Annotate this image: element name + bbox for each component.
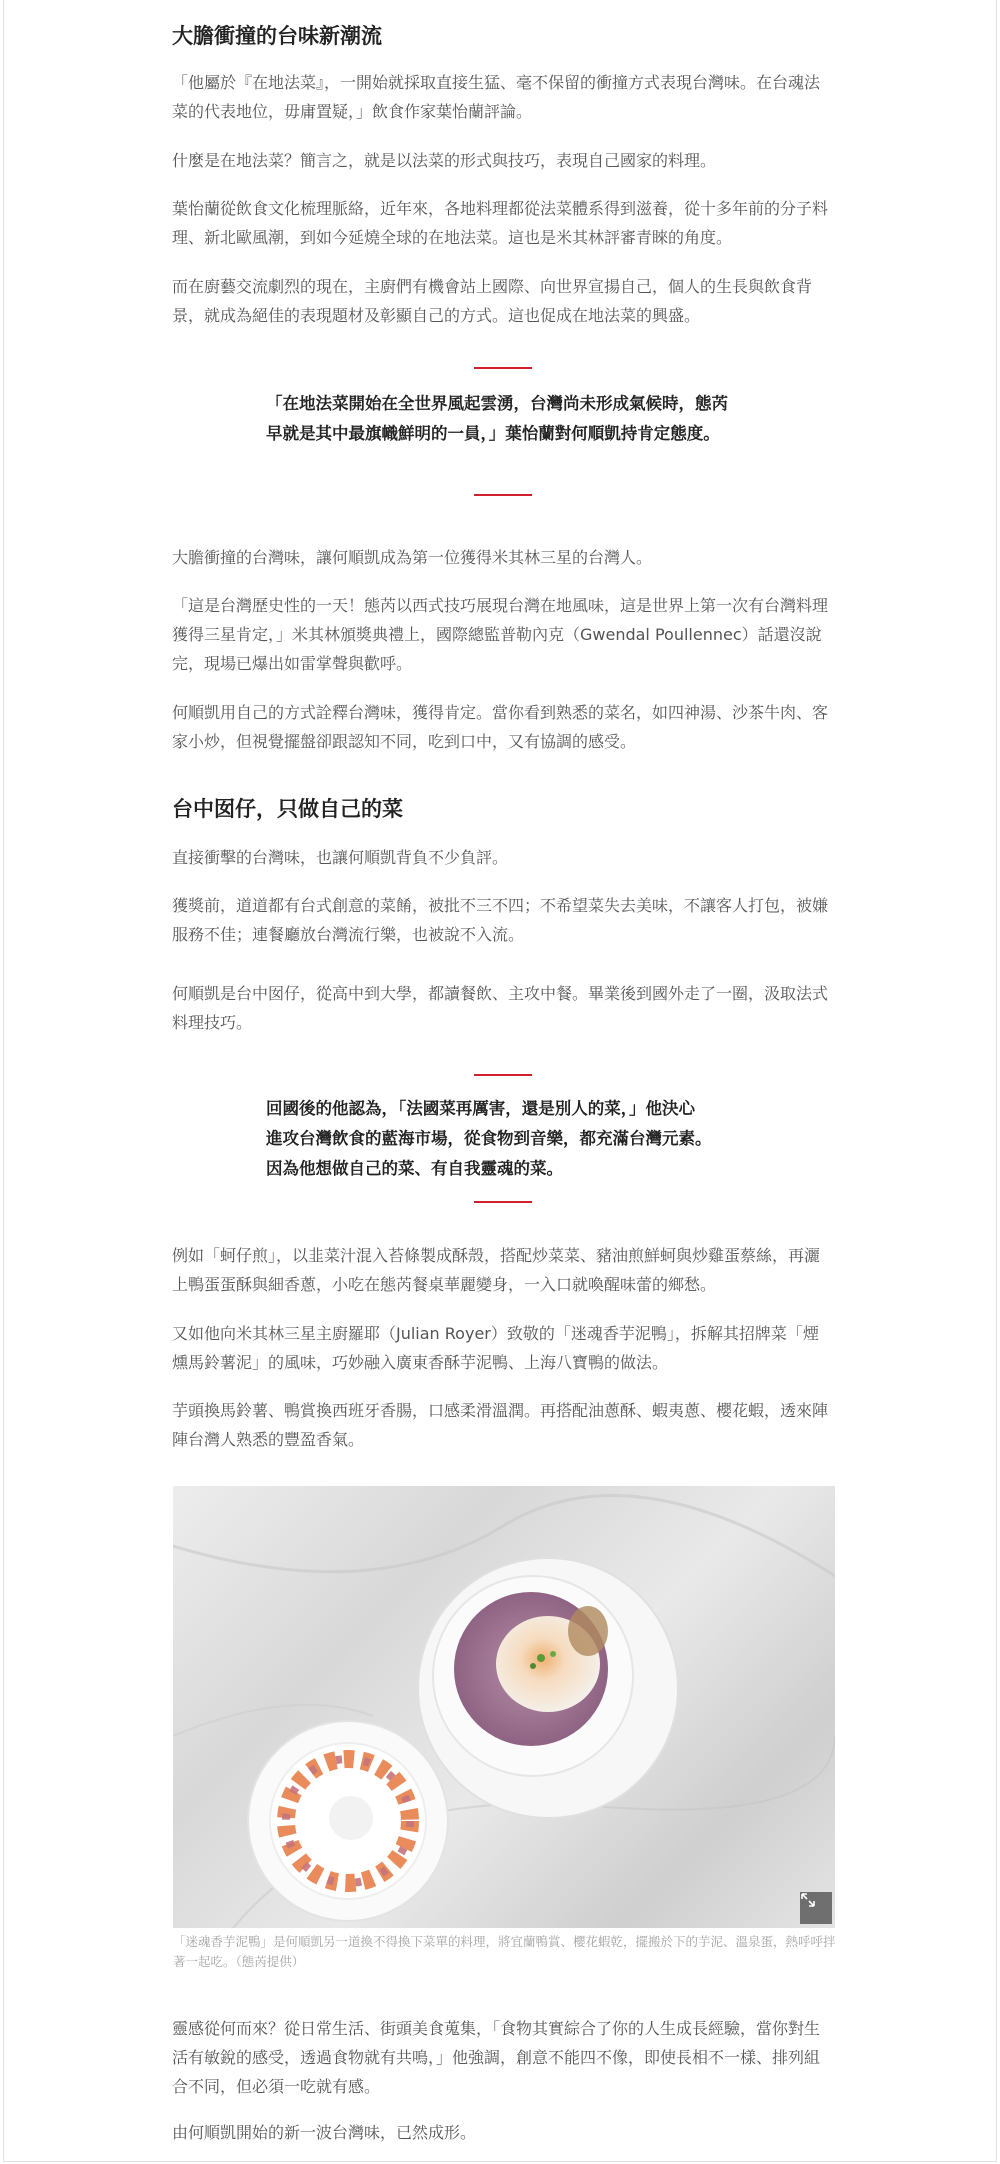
paragraph: 又如他向米其林三星主廚羅耶（Julian Royer）致敬的「迷魂香芋泥鴨」，拆解其招牌菜「煙燻馬鈴薯泥」的風味，巧妙融入廣東香酥芋泥鴨、上海八寶鴨的做法。 [172, 1324, 819, 1372]
pull-quote: 「在地法菜開始在全世界風起雲湧，台灣尚未形成氣候時，態芮早就是其中最旗幟鮮明的一員，」葉怡蘭對何順凱持肯定態度。 [266, 394, 728, 443]
dish-photo [173, 1486, 835, 1928]
quote-divider-top [474, 367, 532, 369]
section-heading-1: 大膽衝撞的台味新潮流 [172, 24, 382, 48]
paragraph: 例如「蚵仔煎」，以韭菜汁混入苔條製成酥殼，搭配炒菜菜、豬油煎鮮蚵與炒雞蛋蔡絲，再灑上鴨蛋蛋酥與細香蔥，小吃在態芮餐桌華麗變身，一入口就喚醒味蕾的鄉愁。 [172, 1246, 821, 1294]
paragraph: 直接衝擊的台灣味，也讓何順凱背負不少負評。 [172, 848, 509, 867]
pull-quote-line: 回國後的他認為，「法國菜再厲害，還是別人的菜，」他決心 [266, 1099, 695, 1118]
expand-icon [800, 1892, 816, 1908]
paragraph: 葉怡蘭從飲食文化梳理脈絡，近年來，各地料理都從法菜體系得到滋養，從十多年前的分子料理、新北歐風潮，到如今延燒全球的在地法菜。這也是米其林評審青睞的角度。 [172, 199, 829, 247]
paragraph: 何順凱用自己的方式詮釋台灣味，獲得肯定。當你看到熟悉的菜名，如四神湯、沙茶牛肉、客家小炒，但視覺擺盤卻跟認知不同，吃到口中，又有協調的感受。 [172, 703, 829, 751]
quote-divider-bottom [474, 494, 532, 496]
paragraph: 「他屬於『在地法菜』，一開始就採取直接生猛、毫不保留的衝撞方式表現台灣味。在台魂法菜的代表地位，毋庸置疑，」飲食作家葉怡蘭評論。 [172, 73, 821, 121]
paragraph: 「這是台灣歷史性的一天！態芮以西式技巧展現台灣在地風味，這是世界上第一次有台灣料理獲得三星肯定，」米其林頒獎典禮上，國際總監普勒內克（Gwendal Poullennec）話還沒說完，現場已爆出如雷掌聲與歡呼。 [172, 596, 829, 673]
quote-divider-top [474, 1074, 532, 1076]
paragraph: 何順凱是台中囡仔，從高中到大學，都讀餐飲、主攻中餐。畢業後到國外走了一圈，汲取法式料理技巧。 [172, 984, 829, 1032]
paragraph: 什麼是在地法菜？簡言之，就是以法菜的形式與技巧，表現自己國家的料理。 [172, 151, 717, 170]
paragraph: 靈感從何而來？從日常生活、街頭美食蒐集，「食物其實綜合了你的人生成長經驗，當你對生活有敏銳的感受，透過食物就有共鳴，」他強調，創意不能四不像，即使長相不一樣、排列組合不同，但必須一吃就有感。 [172, 2019, 821, 2096]
photo-caption: 「迷魂香芋泥鴨」是何順凱另一道換不得換下菜單的料理，將宜蘭鴨賞、櫻花蝦乾，擺搬於下的芋泥、溫泉蛋，熱呼呼拌著一起吃。（態芮提供） [173, 1934, 836, 1969]
paragraph: 由何順凱開始的新一波台灣味，已然成形。 [172, 2123, 477, 2142]
quote-divider-bottom [474, 1201, 532, 1203]
paragraph: 芋頭換馬鈴薯、鴨賞換西班牙香腸，口感柔滑溫潤。再搭配油蔥酥、蝦夷蔥、櫻花蝦，透來陣陣台灣人熟悉的豐盈香氣。 [172, 1401, 829, 1449]
paragraph: 獲獎前，道道都有台式創意的菜餚，被批不三不四；不希望菜失去美味，不讓客人打包，被嫌服務不佳；連餐廳放台灣流行樂，也被說不入流。 [172, 896, 829, 944]
dish-illustration [173, 1486, 835, 1928]
pull-quote-line: 因為他想做自己的菜、有自我靈魂的菜。 [266, 1159, 563, 1178]
expand-image-button[interactable] [800, 1892, 832, 1924]
pull-quote-line: 進攻台灣飲食的藍海市場，從食物到音樂，都充滿台灣元素。 [266, 1129, 712, 1148]
section-heading-2: 台中囡仔，只做自己的菜 [172, 797, 403, 821]
paragraph: 而在廚藝交流劇烈的現在，主廚們有機會站上國際、向世界宣揚自己，個人的生長與飲食背景，就成為絕佳的表現題材及彰顯自己的方式。這也促成在地法菜的興盛。 [172, 277, 813, 325]
pull-quote [266, 1094, 736, 1184]
paragraph: 大膽衝撞的台灣味，讓何順凱成為第一位獲得米其林三星的台灣人。 [172, 548, 653, 567]
